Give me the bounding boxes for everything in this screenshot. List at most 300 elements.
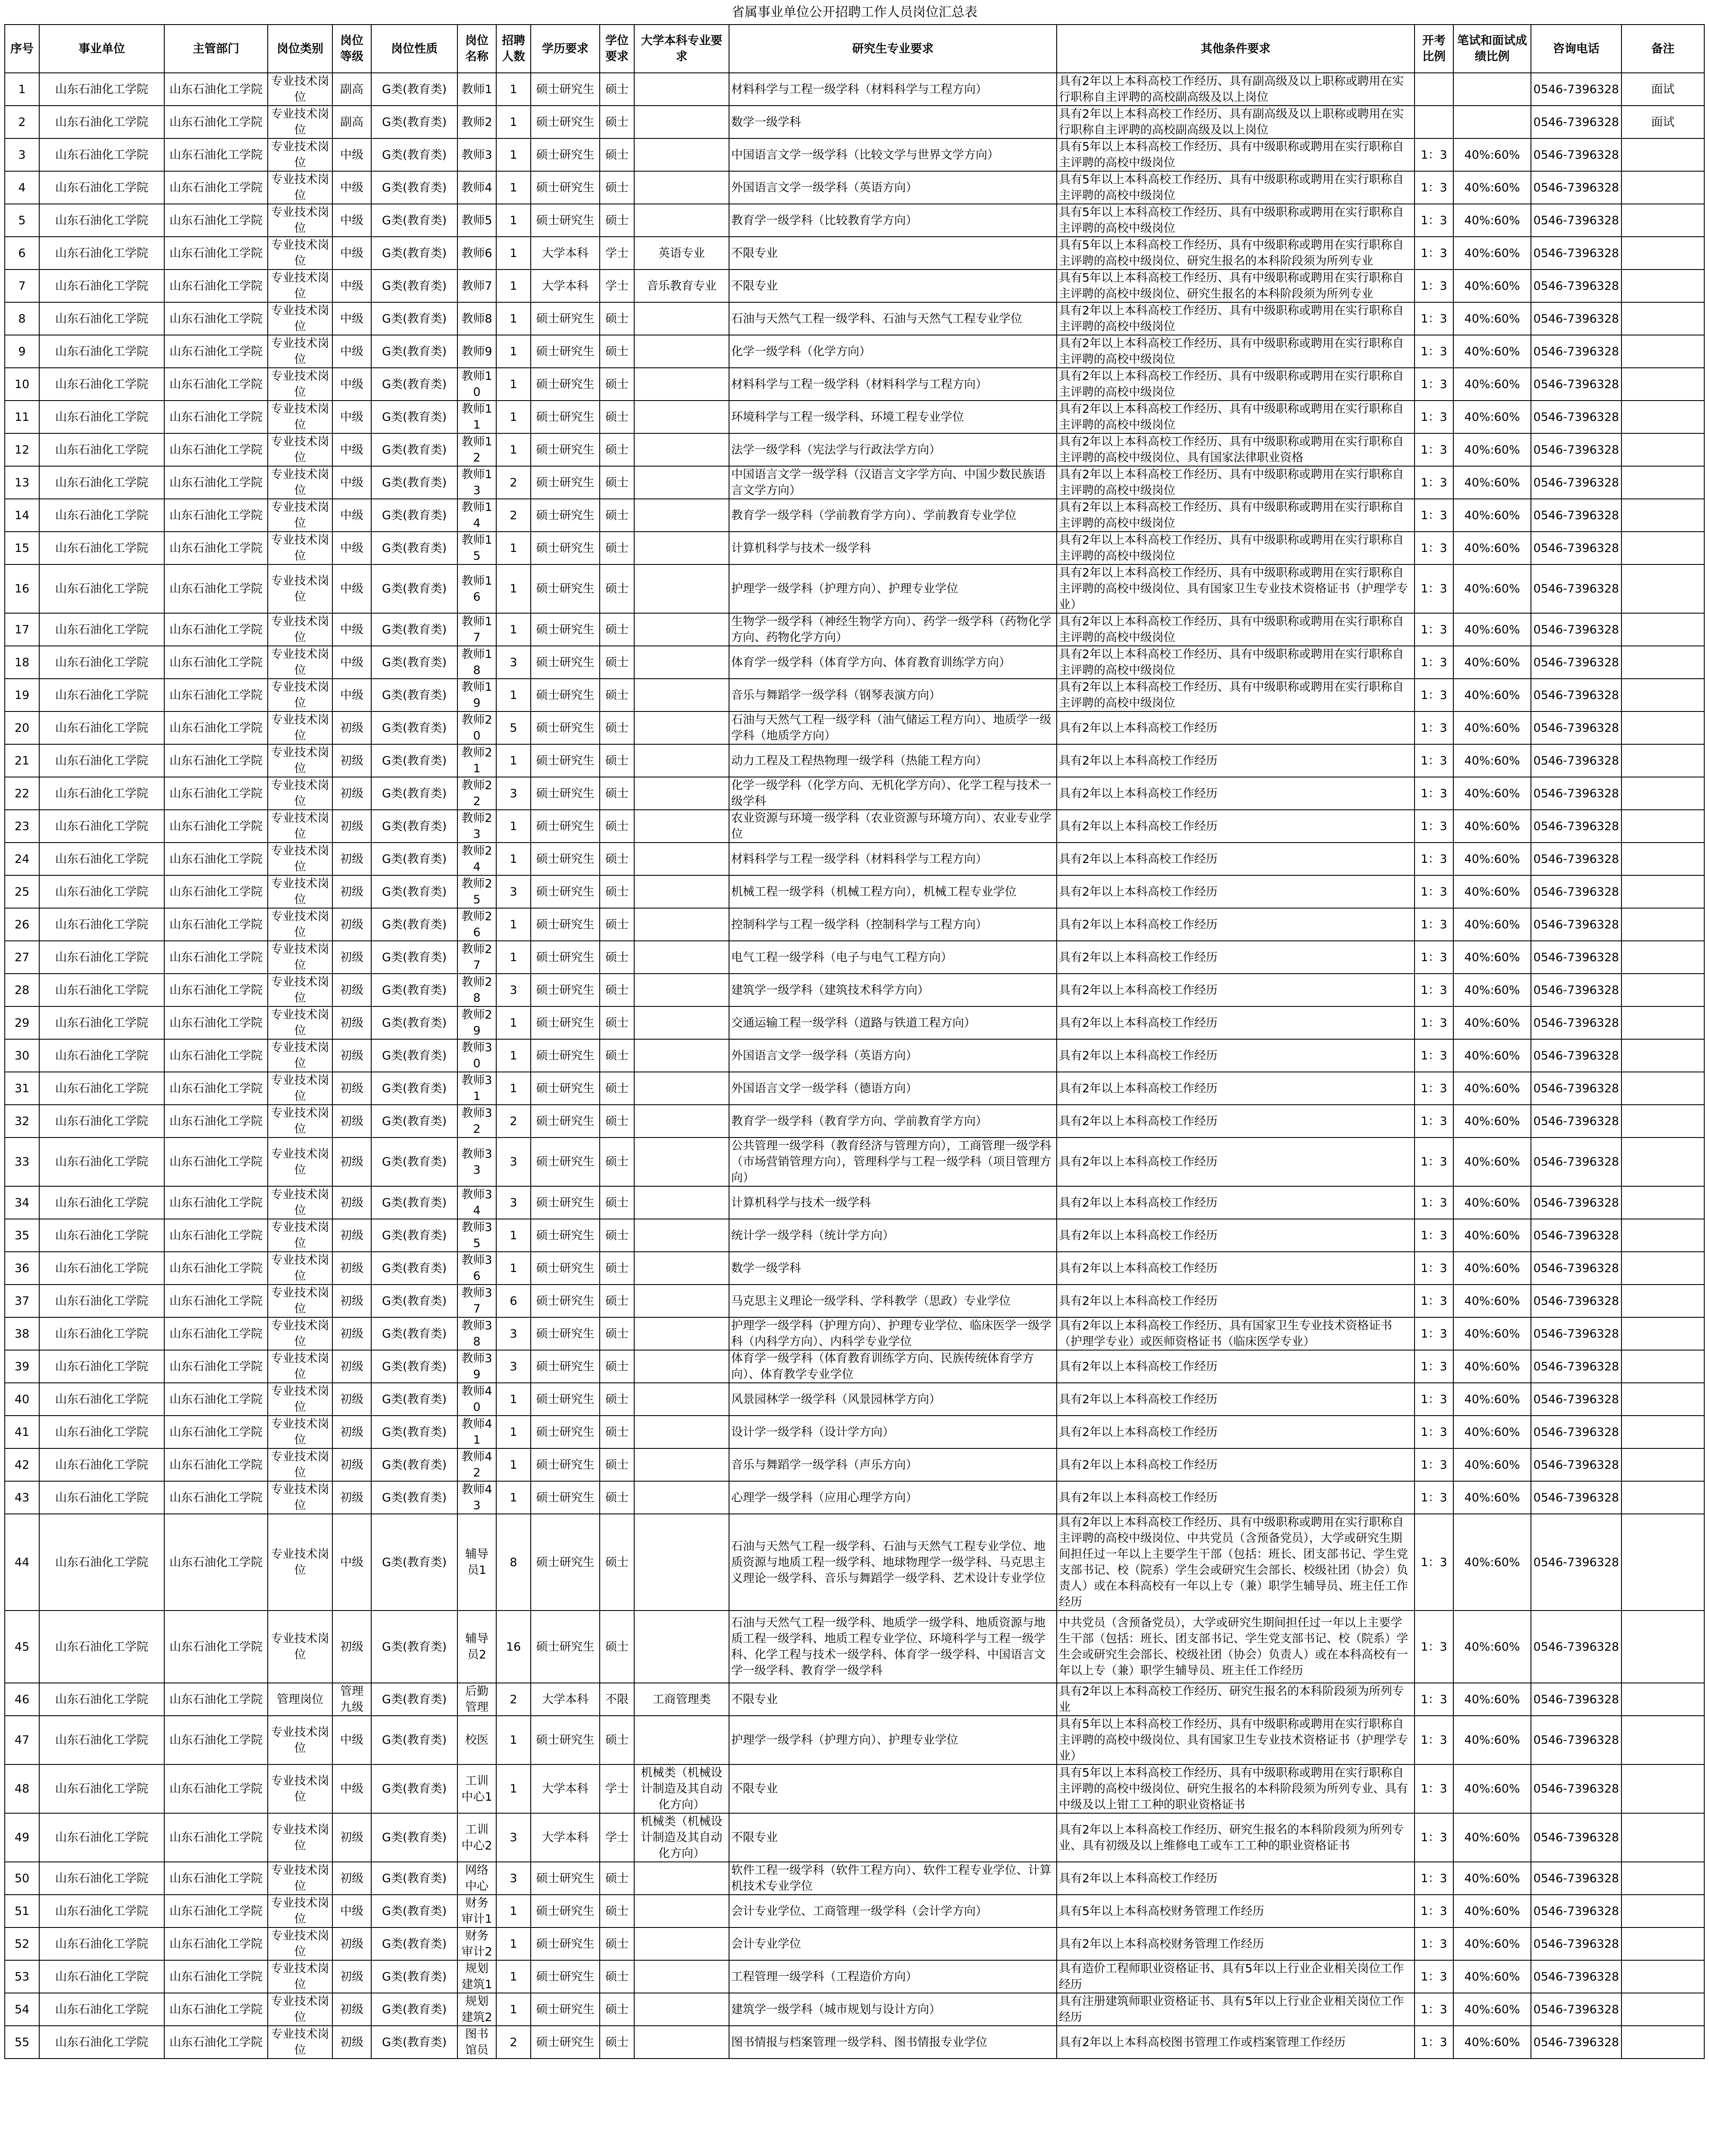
- cell-remark: [1621, 679, 1704, 711]
- cell-post-name: 后勤管理: [457, 1683, 496, 1716]
- cell-degree: 硕士: [600, 1350, 634, 1383]
- cell-undergrad-major: [634, 941, 729, 974]
- cell-remark: [1621, 1138, 1704, 1186]
- cell-other-requirements: 中共党员（含预备党员），大学或研究生期间担任过一年以上主要学生干部（包括：班长、团支部书记、学生党支部书记、校（院系）学生会或研究生会部长、校级社团（协会）负责人）或在本科高校有一年以上专（兼）职学生辅导员、班主任工作经历: [1057, 1611, 1415, 1683]
- cell-post-name: 教师30: [457, 1039, 496, 1072]
- cell-undergrad-major: [634, 1993, 729, 2026]
- cell-count: 16: [496, 1611, 531, 1683]
- cell-undergrad-major: 机械类（机械设计制造及其自动化方向）: [634, 1813, 729, 1862]
- cell-exam-ratio: 1：3: [1415, 646, 1453, 679]
- cell-degree: 硕士: [600, 613, 634, 646]
- cell-grade: 中级: [332, 237, 371, 270]
- cell-education: 硕士研究生: [531, 204, 600, 237]
- cell-grade: 初级: [332, 974, 371, 1006]
- cell-category: 专业技术岗位: [268, 744, 332, 777]
- cell-other-requirements: 具有5年以上本科高校财务管理工作经历: [1057, 1895, 1415, 1927]
- cell-degree: 硕士: [600, 401, 634, 433]
- column-header-category: 岗位类别: [268, 25, 332, 73]
- cell-phone: 0546-7396328: [1531, 1813, 1621, 1862]
- cell-seq: 16: [5, 564, 39, 613]
- cell-phone: 0546-7396328: [1531, 1716, 1621, 1764]
- cell-score-ratio: 40%:60%: [1453, 974, 1531, 1006]
- table-row: [5, 564, 1704, 613]
- cell-department: 山东石油化工学院: [164, 711, 268, 744]
- cell-remark: [1621, 974, 1704, 1006]
- cell-remark: [1621, 335, 1704, 368]
- cell-count: 1: [496, 401, 531, 433]
- cell-post-name: 教师34: [457, 1186, 496, 1219]
- cell-graduate-major: 公共管理一级学科（教育经济与管理方向），工商管理一级学科（市场营销管理方向），管理科学与工程一级学科（项目管理方向）: [729, 1138, 1057, 1186]
- cell-count: 3: [496, 1350, 531, 1383]
- cell-education: 硕士研究生: [531, 302, 600, 335]
- cell-score-ratio: 40%:60%: [1453, 1285, 1531, 1317]
- cell-undergrad-major: [634, 679, 729, 711]
- cell-department: 山东石油化工学院: [164, 1350, 268, 1383]
- cell-post-name: 教师40: [457, 1383, 496, 1416]
- table-row: [5, 1219, 1704, 1252]
- cell-exam-ratio: 1：3: [1415, 1252, 1453, 1285]
- cell-graduate-major: 工程管理一级学科（工程造价方向）: [729, 1960, 1057, 1993]
- cell-unit: 山东石油化工学院: [39, 1481, 164, 1514]
- cell-post-name: 教师13: [457, 466, 496, 499]
- cell-unit: 山东石油化工学院: [39, 1072, 164, 1105]
- cell-phone: 0546-7396328: [1531, 1611, 1621, 1683]
- cell-score-ratio: 40%:60%: [1453, 1481, 1531, 1514]
- cell-unit: 山东石油化工学院: [39, 974, 164, 1006]
- cell-department: 山东石油化工学院: [164, 1252, 268, 1285]
- cell-unit: 山东石油化工学院: [39, 1138, 164, 1186]
- cell-exam-ratio: 1：3: [1415, 368, 1453, 401]
- cell-department: 山东石油化工学院: [164, 401, 268, 433]
- cell-department: 山东石油化工学院: [164, 777, 268, 810]
- cell-category: 专业技术岗位: [268, 1252, 332, 1285]
- cell-department: 山东石油化工学院: [164, 270, 268, 302]
- table-row: [5, 941, 1704, 974]
- table-row: [5, 1072, 1704, 1105]
- cell-post-name: 教师43: [457, 1481, 496, 1514]
- cell-remark: [1621, 1252, 1704, 1285]
- column-header-degree: 学位要求: [600, 25, 634, 73]
- cell-count: 1: [496, 941, 531, 974]
- cell-nature: G类(教育类): [371, 646, 457, 679]
- cell-seq: 27: [5, 941, 39, 974]
- cell-remark: [1621, 1219, 1704, 1252]
- cell-education: 大学本科: [531, 270, 600, 302]
- cell-unit: 山东石油化工学院: [39, 1862, 164, 1895]
- cell-department: 山东石油化工学院: [164, 875, 268, 908]
- cell-other-requirements: 具有2年以上本科高校工作经历: [1057, 1862, 1415, 1895]
- cell-count: 1: [496, 106, 531, 138]
- cell-seq: 17: [5, 613, 39, 646]
- cell-department: 山东石油化工学院: [164, 433, 268, 466]
- cell-degree: 硕士: [600, 1448, 634, 1481]
- cell-grade: 中级: [332, 204, 371, 237]
- cell-other-requirements: 具有2年以上本科高校工作经历、具有中级职称或聘用在实行职称自主评聘的高校中级岗位: [1057, 401, 1415, 433]
- cell-count: 1: [496, 171, 531, 204]
- cell-department: 山东石油化工学院: [164, 1186, 268, 1219]
- cell-undergrad-major: [634, 1960, 729, 1993]
- cell-remark: [1621, 270, 1704, 302]
- cell-post-name: 教师33: [457, 1138, 496, 1186]
- cell-phone: 0546-7396328: [1531, 138, 1621, 171]
- cell-other-requirements: 具有2年以上本科高校工作经历、具有中级职称或聘用在实行职称自主评聘的高校中级岗位: [1057, 613, 1415, 646]
- cell-exam-ratio: 1：3: [1415, 564, 1453, 613]
- cell-phone: 0546-7396328: [1531, 1285, 1621, 1317]
- cell-education: 大学本科: [531, 237, 600, 270]
- cell-exam-ratio: 1：3: [1415, 270, 1453, 302]
- cell-grade: 中级: [332, 335, 371, 368]
- cell-undergrad-major: [634, 1895, 729, 1927]
- cell-seq: 29: [5, 1006, 39, 1039]
- cell-education: 硕士研究生: [531, 843, 600, 875]
- cell-unit: 山东石油化工学院: [39, 1186, 164, 1219]
- cell-remark: [1621, 302, 1704, 335]
- cell-category: 管理岗位: [268, 1683, 332, 1716]
- cell-count: 3: [496, 646, 531, 679]
- table-body: [5, 73, 1704, 2059]
- cell-unit: 山东石油化工学院: [39, 138, 164, 171]
- cell-department: 山东石油化工学院: [164, 499, 268, 532]
- cell-graduate-major: 护理学一级学科（护理方向）、护理专业学位、临床医学一级学科（内科学方向）、内科学专业学位: [729, 1317, 1057, 1350]
- cell-degree: 硕士: [600, 1862, 634, 1895]
- cell-seq: 51: [5, 1895, 39, 1927]
- cell-count: 1: [496, 1960, 531, 1993]
- cell-score-ratio: 40%:60%: [1453, 1448, 1531, 1481]
- cell-degree: 硕士: [600, 1006, 634, 1039]
- cell-post-name: 教师26: [457, 908, 496, 941]
- cell-degree: 硕士: [600, 1252, 634, 1285]
- cell-unit: 山东石油化工学院: [39, 1993, 164, 2026]
- cell-graduate-major: 图书情报与档案管理一级学科、图书情报专业学位: [729, 2026, 1057, 2059]
- cell-seq: 20: [5, 711, 39, 744]
- cell-degree: 硕士: [600, 1481, 634, 1514]
- cell-exam-ratio: 1：3: [1415, 1611, 1453, 1683]
- cell-other-requirements: 具有5年以上本科高校工作经历、具有中级职称或聘用在实行职称自主评聘的高校中级岗位、研究生报名的本科阶段须为所列专业: [1057, 237, 1415, 270]
- cell-grade: 初级: [332, 810, 371, 843]
- cell-nature: G类(教育类): [371, 941, 457, 974]
- table-row: [5, 744, 1704, 777]
- cell-undergrad-major: [634, 1039, 729, 1072]
- cell-seq: 26: [5, 908, 39, 941]
- cell-seq: 43: [5, 1481, 39, 1514]
- cell-count: 1: [496, 433, 531, 466]
- cell-graduate-major: 计算机科学与技术一级学科: [729, 532, 1057, 564]
- cell-category: 专业技术岗位: [268, 1862, 332, 1895]
- cell-exam-ratio: 1：3: [1415, 1683, 1453, 1716]
- cell-grade: 中级: [332, 679, 371, 711]
- cell-nature: G类(教育类): [371, 73, 457, 106]
- cell-education: 硕士研究生: [531, 875, 600, 908]
- cell-education: 硕士研究生: [531, 941, 600, 974]
- cell-nature: G类(教育类): [371, 1813, 457, 1862]
- cell-degree: 硕士: [600, 73, 634, 106]
- cell-unit: 山东石油化工学院: [39, 302, 164, 335]
- cell-count: 1: [496, 1764, 531, 1813]
- cell-post-name: 图书馆员: [457, 2026, 496, 2059]
- cell-score-ratio: 40%:60%: [1453, 1683, 1531, 1716]
- cell-unit: 山东石油化工学院: [39, 744, 164, 777]
- cell-exam-ratio: 1：3: [1415, 1514, 1453, 1611]
- cell-category: 专业技术岗位: [268, 1072, 332, 1105]
- cell-seq: 37: [5, 1285, 39, 1317]
- cell-graduate-major: 体育学一级学科（体育教育训练学方向、民族传统体育学方向）、体育教学专业学位: [729, 1350, 1057, 1383]
- cell-graduate-major: 计算机科学与技术一级学科: [729, 1186, 1057, 1219]
- cell-seq: 25: [5, 875, 39, 908]
- cell-other-requirements: 具有2年以上本科高校工作经历: [1057, 810, 1415, 843]
- cell-department: 山东石油化工学院: [164, 613, 268, 646]
- cell-graduate-major: 材料科学与工程一级学科（材料科学与工程方向）: [729, 368, 1057, 401]
- cell-grade: 中级: [332, 1514, 371, 1611]
- cell-other-requirements: 具有2年以上本科高校工作经历: [1057, 1105, 1415, 1138]
- cell-graduate-major: 护理学一级学科（护理方向）、护理专业学位: [729, 564, 1057, 613]
- cell-seq: 3: [5, 138, 39, 171]
- cell-undergrad-major: [634, 499, 729, 532]
- cell-exam-ratio: 1：3: [1415, 1006, 1453, 1039]
- cell-degree: 硕士: [600, 908, 634, 941]
- cell-unit: 山东石油化工学院: [39, 679, 164, 711]
- cell-category: 专业技术岗位: [268, 908, 332, 941]
- cell-post-name: 教师3: [457, 138, 496, 171]
- cell-department: 山东石油化工学院: [164, 466, 268, 499]
- cell-education: 硕士研究生: [531, 1862, 600, 1895]
- cell-other-requirements: 具有2年以上本科高校工作经历: [1057, 1219, 1415, 1252]
- cell-nature: G类(教育类): [371, 613, 457, 646]
- cell-graduate-major: 材料科学与工程一级学科（材料科学与工程方向）: [729, 843, 1057, 875]
- cell-seq: 49: [5, 1813, 39, 1862]
- cell-seq: 52: [5, 1927, 39, 1960]
- cell-post-name: 教师22: [457, 777, 496, 810]
- cell-post-name: 工训中心2: [457, 1813, 496, 1862]
- cell-exam-ratio: 1：3: [1415, 532, 1453, 564]
- cell-unit: 山东石油化工学院: [39, 368, 164, 401]
- cell-undergrad-major: [634, 73, 729, 106]
- cell-education: 硕士研究生: [531, 1138, 600, 1186]
- table-row: [5, 1252, 1704, 1285]
- cell-post-name: 教师15: [457, 532, 496, 564]
- cell-category: 专业技术岗位: [268, 401, 332, 433]
- cell-category: 专业技术岗位: [268, 532, 332, 564]
- cell-score-ratio: [1453, 106, 1531, 138]
- cell-category: 专业技术岗位: [268, 1383, 332, 1416]
- cell-count: 5: [496, 711, 531, 744]
- cell-exam-ratio: 1：3: [1415, 335, 1453, 368]
- cell-education: 硕士研究生: [531, 106, 600, 138]
- cell-other-requirements: 具有2年以上本科高校工作经历、具有中级职称或聘用在实行职称自主评聘的高校中级岗位、具有国家卫生专业技术资格证书（护理学专业）: [1057, 564, 1415, 613]
- cell-department: 山东石油化工学院: [164, 744, 268, 777]
- cell-unit: 山东石油化工学院: [39, 1683, 164, 1716]
- cell-grade: 初级: [332, 744, 371, 777]
- cell-post-name: 教师2: [457, 106, 496, 138]
- cell-seq: 4: [5, 171, 39, 204]
- column-header-seq: 序号: [5, 25, 39, 73]
- cell-education: 大学本科: [531, 1813, 600, 1862]
- cell-post-name: 教师27: [457, 941, 496, 974]
- cell-score-ratio: 40%:60%: [1453, 1862, 1531, 1895]
- cell-grade: 初级: [332, 2026, 371, 2059]
- cell-phone: 0546-7396328: [1531, 73, 1621, 106]
- cell-undergrad-major: [634, 908, 729, 941]
- cell-count: 1: [496, 1416, 531, 1448]
- cell-department: 山东石油化工学院: [164, 302, 268, 335]
- cell-undergrad-major: [634, 1186, 729, 1219]
- cell-category: 专业技术岗位: [268, 1993, 332, 2026]
- table-row: [5, 777, 1704, 810]
- cell-education: 硕士研究生: [531, 1186, 600, 1219]
- cell-graduate-major: 统计学一级学科（统计学方向）: [729, 1219, 1057, 1252]
- cell-department: 山东石油化工学院: [164, 1285, 268, 1317]
- cell-phone: 0546-7396328: [1531, 1383, 1621, 1416]
- cell-education: 硕士研究生: [531, 1252, 600, 1285]
- cell-other-requirements: 具有5年以上本科高校工作经历、具有中级职称或聘用在实行职称自主评聘的高校中级岗位: [1057, 204, 1415, 237]
- cell-remark: [1621, 499, 1704, 532]
- cell-graduate-major: 不限专业: [729, 270, 1057, 302]
- cell-score-ratio: 40%:60%: [1453, 171, 1531, 204]
- cell-count: 3: [496, 777, 531, 810]
- cell-phone: 0546-7396328: [1531, 401, 1621, 433]
- cell-seq: 40: [5, 1383, 39, 1416]
- cell-undergrad-major: [634, 843, 729, 875]
- cell-other-requirements: 具有2年以上本科高校工作经历: [1057, 875, 1415, 908]
- cell-department: 山东石油化工学院: [164, 1481, 268, 1514]
- cell-degree: 硕士: [600, 433, 634, 466]
- cell-unit: 山东石油化工学院: [39, 1716, 164, 1764]
- cell-phone: 0546-7396328: [1531, 1105, 1621, 1138]
- cell-unit: 山东石油化工学院: [39, 875, 164, 908]
- cell-department: 山东石油化工学院: [164, 335, 268, 368]
- cell-education: 硕士研究生: [531, 1514, 600, 1611]
- cell-remark: [1621, 810, 1704, 843]
- table-row: [5, 466, 1704, 499]
- cell-degree: 硕士: [600, 564, 634, 613]
- cell-education: 硕士研究生: [531, 1960, 600, 1993]
- cell-degree: 不限: [600, 1683, 634, 1716]
- cell-seq: 15: [5, 532, 39, 564]
- cell-education: 硕士研究生: [531, 744, 600, 777]
- cell-nature: G类(教育类): [371, 2026, 457, 2059]
- cell-seq: 7: [5, 270, 39, 302]
- cell-education: 硕士研究生: [531, 532, 600, 564]
- cell-exam-ratio: 1：3: [1415, 679, 1453, 711]
- cell-department: 山东石油化工学院: [164, 1448, 268, 1481]
- cell-exam-ratio: 1：3: [1415, 302, 1453, 335]
- cell-post-name: 教师20: [457, 711, 496, 744]
- cell-score-ratio: 40%:60%: [1453, 401, 1531, 433]
- cell-undergrad-major: [634, 777, 729, 810]
- table-row: [5, 1993, 1704, 2026]
- cell-post-name: 教师41: [457, 1416, 496, 1448]
- cell-education: 硕士研究生: [531, 1006, 600, 1039]
- cell-nature: G类(教育类): [371, 744, 457, 777]
- cell-phone: 0546-7396328: [1531, 532, 1621, 564]
- table-row: [5, 1448, 1704, 1481]
- cell-degree: 硕士: [600, 1186, 634, 1219]
- cell-degree: 硕士: [600, 138, 634, 171]
- cell-seq: 28: [5, 974, 39, 1006]
- cell-graduate-major: 建筑学一级学科（建筑技术科学方向）: [729, 974, 1057, 1006]
- cell-remark: [1621, 941, 1704, 974]
- cell-phone: 0546-7396328: [1531, 1219, 1621, 1252]
- cell-graduate-major: 体育学一级学科（体育学方向、体育教育训练学方向）: [729, 646, 1057, 679]
- cell-department: 山东石油化工学院: [164, 204, 268, 237]
- cell-education: 硕士研究生: [531, 1895, 600, 1927]
- cell-phone: 0546-7396328: [1531, 499, 1621, 532]
- cell-category: 专业技术岗位: [268, 1813, 332, 1862]
- cell-category: 专业技术岗位: [268, 106, 332, 138]
- table-row: [5, 711, 1704, 744]
- cell-undergrad-major: 英语专业: [634, 237, 729, 270]
- cell-other-requirements: 具有2年以上本科高校工作经历: [1057, 1448, 1415, 1481]
- cell-department: 山东石油化工学院: [164, 1072, 268, 1105]
- cell-phone: 0546-7396328: [1531, 810, 1621, 843]
- cell-other-requirements: 具有2年以上本科高校工作经历: [1057, 1481, 1415, 1514]
- cell-grade: 初级: [332, 1138, 371, 1186]
- cell-other-requirements: 具有2年以上本科高校工作经历: [1057, 744, 1415, 777]
- cell-education: 硕士研究生: [531, 1481, 600, 1514]
- table-row: [5, 1481, 1704, 1514]
- cell-seq: 33: [5, 1138, 39, 1186]
- cell-post-name: 教师16: [457, 564, 496, 613]
- cell-score-ratio: 40%:60%: [1453, 499, 1531, 532]
- table-row: [5, 875, 1704, 908]
- cell-seq: 6: [5, 237, 39, 270]
- cell-category: 专业技术岗位: [268, 433, 332, 466]
- cell-phone: 0546-7396328: [1531, 466, 1621, 499]
- cell-nature: G类(教育类): [371, 1514, 457, 1611]
- cell-post-name: 教师5: [457, 204, 496, 237]
- cell-unit: 山东石油化工学院: [39, 908, 164, 941]
- cell-other-requirements: 具有2年以上本科高校工作经历: [1057, 941, 1415, 974]
- cell-unit: 山东石油化工学院: [39, 532, 164, 564]
- cell-exam-ratio: 1：3: [1415, 1105, 1453, 1138]
- cell-graduate-major: 农业资源与环境一级学科（农业资源与环境方向）、农业专业学位: [729, 810, 1057, 843]
- cell-unit: 山东石油化工学院: [39, 613, 164, 646]
- cell-post-name: 财务审计1: [457, 1895, 496, 1927]
- cell-category: 专业技术岗位: [268, 1611, 332, 1683]
- cell-department: 山东石油化工学院: [164, 843, 268, 875]
- cell-grade: 初级: [332, 1383, 371, 1416]
- cell-graduate-major: 教育学一级学科（比较教育学方向）: [729, 204, 1057, 237]
- cell-undergrad-major: [634, 335, 729, 368]
- column-header-other-requirements: 其他条件要求: [1057, 25, 1415, 73]
- cell-degree: 硕士: [600, 777, 634, 810]
- cell-category: 专业技术岗位: [268, 270, 332, 302]
- cell-graduate-major: 外国语言文学一级学科（英语方向）: [729, 171, 1057, 204]
- cell-remark: [1621, 138, 1704, 171]
- cell-seq: 13: [5, 466, 39, 499]
- cell-remark: [1621, 1006, 1704, 1039]
- cell-graduate-major: 化学一级学科（化学方向、无机化学方向）、化学工程与技术一级学科: [729, 777, 1057, 810]
- cell-score-ratio: 40%:60%: [1453, 1072, 1531, 1105]
- cell-other-requirements: 具有2年以上本科高校工作经历: [1057, 974, 1415, 1006]
- cell-count: 3: [496, 1186, 531, 1219]
- cell-grade: 副高: [332, 73, 371, 106]
- table-row: [5, 1716, 1704, 1764]
- cell-other-requirements: 具有2年以上本科高校工作经历: [1057, 1350, 1415, 1383]
- cell-grade: 初级: [332, 711, 371, 744]
- cell-education: 硕士研究生: [531, 1993, 600, 2026]
- cell-undergrad-major: [634, 1481, 729, 1514]
- cell-education: 硕士研究生: [531, 564, 600, 613]
- cell-other-requirements: 具有2年以上本科高校工作经历、具有中级职称或聘用在实行职称自主评聘的高校中级岗位: [1057, 368, 1415, 401]
- cell-post-name: 网络中心: [457, 1862, 496, 1895]
- cell-graduate-major: 不限专业: [729, 1764, 1057, 1813]
- cell-remark: [1621, 204, 1704, 237]
- cell-score-ratio: 40%:60%: [1453, 368, 1531, 401]
- cell-category: 专业技术岗位: [268, 1138, 332, 1186]
- cell-nature: G类(教育类): [371, 564, 457, 613]
- cell-education: 硕士研究生: [531, 73, 600, 106]
- cell-education: 硕士研究生: [531, 1383, 600, 1416]
